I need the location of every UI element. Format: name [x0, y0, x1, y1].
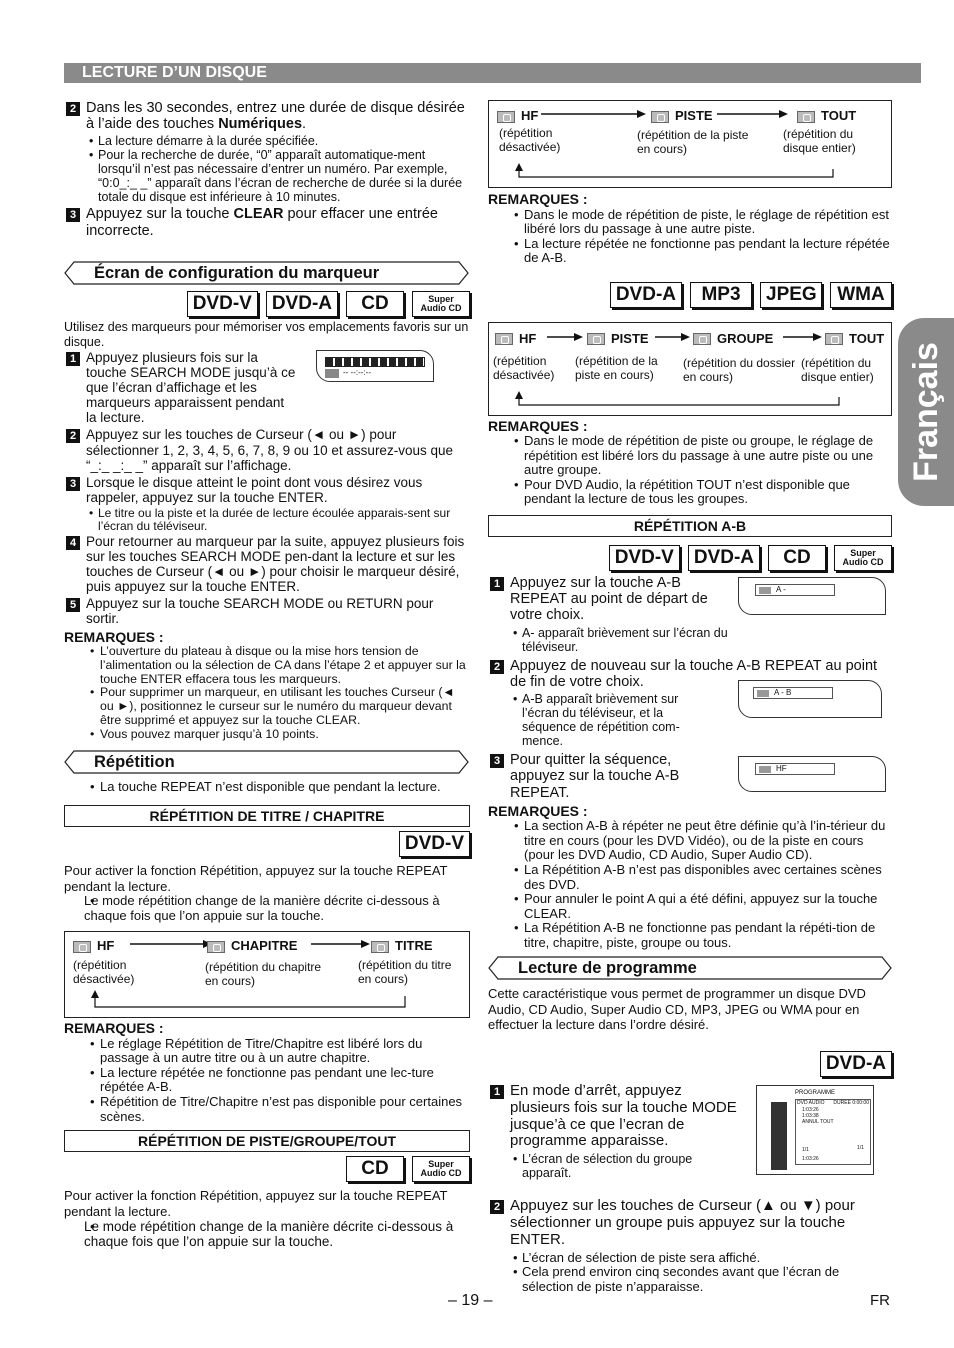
- repeat-icon: [825, 333, 843, 345]
- group-remark-1: • Dans le mode de répétition de piste ou groupe, le réglage de répétition est libéré lors du passage à une autre piste ou une autre groupe.: [488, 434, 892, 478]
- title-remarks-title: REMARQUES :: [64, 1020, 164, 1037]
- marker-disc-badges: [64, 291, 470, 317]
- track-remarks-title: REMARQUES :: [488, 191, 588, 207]
- track-repeat-intro: Pour activer la fonction Répétition, appuyez sur la touche REPEAT pendant la lecture.: [64, 1188, 448, 1219]
- flow-item-hf: HF: [73, 938, 114, 953]
- ab-step-3: 3 Pour quitter la séquence, appuyez sur la touche A-B REPEAT.: [488, 752, 728, 801]
- title-repeat-flow: [64, 931, 470, 1018]
- ab-disc-badges: [488, 545, 892, 571]
- ab-remark-2: • La Répétition A-B n’est pas disponibles avec certaines scènes des DVD.: [488, 863, 892, 892]
- flow-item-hf: HF: [497, 108, 538, 123]
- marker-remark-2: • Pour supprimer un marqueur, en utilisant les touches Curseur (◄ ou ►), positionnez le curseur sur le numéro du marqueur devant être supprimé et appuyez sur la touche CLEAR.: [64, 686, 470, 727]
- flow-desc-piste: (répétition de la piste en cours): [637, 128, 749, 156]
- repeat-icon: [587, 333, 605, 345]
- title-remark-2: • La lecture répétée ne fonctionne pas pendant une lec-ture répétée A-B.: [64, 1066, 470, 1095]
- program-step-1-note: • L’écran de sélection du groupe apparaît.: [488, 1152, 738, 1180]
- repeat-icon: [651, 111, 669, 123]
- flow-item-titre: TITRE: [371, 938, 433, 953]
- marker-remark-3: • Vous pouvez marquer jusqu’à 10 points.: [64, 728, 470, 742]
- group-disc-badges: [488, 282, 892, 308]
- title-repeat-intro: Pour activer la fonction Répétition, appuyez sur la touche REPEAT pendant la lecture.: [64, 862, 448, 894]
- badge-dvd-video: DVD-V: [187, 291, 258, 317]
- program-step-2-note-1: • L’écran de sélection de piste sera affiché.: [488, 1251, 892, 1266]
- badge-jpeg: JPEG: [760, 282, 822, 308]
- step-2-note-2: • Pour la recherche de durée, “0” apparaît automatique-ment lorsqu’il n’est pas nécessaire d’entrer un numéro. Par exemple, “0:0_:_ _” apparaît dans l’écran de recherche de durée si la durée totale du disque est inférieure à 10 minutes.: [64, 148, 470, 204]
- flow-item-piste: PISTE: [651, 108, 713, 123]
- repeat-icon: [371, 941, 389, 953]
- flow-item-tout: TOUT: [825, 331, 884, 346]
- flow-desc-titre: (répétition du titre en cours): [358, 958, 452, 987]
- ab-screen-hf: HF: [738, 756, 886, 792]
- flow-item-groupe: GROUPE: [693, 331, 773, 346]
- badge-super-audio-cd: Super Audio CD: [834, 545, 892, 571]
- marker-screen: -- --:--:--: [316, 350, 434, 382]
- title-repeat-badges: [64, 831, 470, 857]
- repeat-icon: [495, 333, 513, 345]
- badge-cd: CD: [346, 1156, 404, 1182]
- ab-remark-4: • La Répétition A-B ne fonctionne pas pendant la répéti-tion de titre, chapitre, piste, groupe ou tous.: [488, 921, 892, 950]
- step-3: 3 Appuyez sur la touche CLEAR pour effacer une entrée incorrecte.: [64, 206, 470, 238]
- ab-remark-1: • La section A-B à répéter ne peut être définie qu’à l’in-térieur du titre en cours (pour les DVD Vidéo), ou de la piste en cours (pour les DVD Audio, CD Audio, Super Audio CD).: [488, 819, 892, 863]
- repeat-note: • La touche REPEAT n’est disponible que pendant la lecture.: [64, 780, 470, 795]
- track-repeat-bullet: • Le mode répétition change de la manière décrite ci-dessous à chaque fois que l’on appuie sur la touche.: [64, 1219, 470, 1249]
- title-remark-1: • Le réglage Répétition de Titre/Chapitre est libéré lors du passage à un autre titre ou à un autre chapitre.: [64, 1037, 470, 1066]
- badge-dvd-audio: DVD-A: [610, 282, 682, 308]
- step-2-note-1: • La lecture démarre à la durée spécifiée.: [64, 134, 470, 148]
- flow-desc-chapitre: (répétition du chapitre en cours): [205, 960, 322, 989]
- language-tab-label: Français: [906, 342, 945, 482]
- marker-step-1: 1 Appuyez plusieurs fois sur la touche SEARCH MODE jusqu’à ce que l’écran d’affichage et les marqueurs apparaissent pendant la lecture.: [64, 350, 296, 426]
- program-section-title: Lecture de programme: [488, 956, 892, 980]
- badge-dvd-video: DVD-V: [609, 545, 680, 571]
- track-group-repeat-head: RÉPÉTITION DE PISTE/GROUPE/TOUT: [64, 1130, 470, 1152]
- group-remark-2: • Pour DVD Audio, la répétition TOUT n’est disponible que pendant la lecture de tous les groupes.: [488, 478, 892, 507]
- flow-desc-tout: (répétition du disque entier): [801, 355, 874, 384]
- ab-screen-ab: A - B: [738, 680, 882, 718]
- repeat-icon: [207, 941, 225, 953]
- flow-desc-hf: (répétition désactivée): [73, 958, 135, 987]
- badge-wma: WMA: [830, 282, 892, 308]
- remote-icon: [771, 1102, 787, 1170]
- ab-remark-3: • Pour annuler le point A qui a été défini, appuyez sur la touche CLEAR.: [488, 892, 892, 921]
- repeat-icon: [73, 941, 91, 953]
- flow-desc-hf: (répétition désactivée): [493, 353, 555, 382]
- right-column: [488, 100, 892, 1294]
- track-remark-1: • Dans le mode de répétition de piste, le réglage de répétition est libéré lors du passage à une autre piste.: [488, 208, 892, 237]
- flow-item-piste: PISTE: [587, 331, 649, 346]
- title-chapter-repeat-head: RÉPÉTITION DE TITRE / CHAPITRE: [64, 805, 470, 827]
- flow-desc-tout: (répétition du disque entier): [783, 127, 856, 155]
- marker-step-5: 5 Appuyez sur la touche SEARCH MODE ou RETURN pour sortir.: [64, 596, 470, 626]
- flow-desc-piste: (répétition de la piste en cours): [575, 353, 658, 382]
- language-tab: [898, 318, 954, 506]
- badge-dvd-audio: DVD-A: [820, 1051, 892, 1077]
- repeat-icon: [693, 333, 711, 345]
- flow-desc-hf: (répétition désactivée): [499, 126, 561, 154]
- marker-step-2: 2 Appuyez sur les touches de Curseur (◄ ou ►) pour sélectionner 1, 2, 3, 4, 5, 6, 7, 8, 9 ou 10 et assurez-vous que “_:_ _:_ _” apparaît sur l’affichage.: [64, 427, 470, 472]
- badge-super-audio-cd: Super Audio CD: [412, 291, 470, 317]
- flow-desc-groupe: (répétition du dossier en cours): [683, 355, 796, 384]
- flow-item-tout: TOUT: [797, 108, 856, 123]
- ab-step-2: 2 Appuyez de nouveau sur la touche A-B REPEAT au point de fin de votre choix.: [488, 658, 892, 690]
- program-intro: Cette caractéristique vous permet de programmer un disque DVD Audio, CD Audio, Super Audio CD, MP3, JPEG ou WMA pour en effectuer la lecture dans l’ordre désiré.: [488, 986, 866, 1033]
- program-step-2-note-2: • Cela prend environ cinq secondes avant que l’écran de sélection de piste n’apparaisse.: [488, 1265, 892, 1294]
- left-column: [64, 100, 470, 1249]
- group-remarks-title: REMARQUES :: [488, 417, 588, 434]
- ab-remarks-title: REMARQUES :: [488, 802, 588, 819]
- marker-step-4: 4 Pour retourner au marqueur par la suite, appuyez plusieurs fois sur les touches SEARCH MODE pen-dant la lecture et sur les touches de Curseur (◄ ou ►) pour choisir le marqueur désiré, puis appuyez sur la touche ENTER.: [64, 534, 470, 594]
- badge-dvd-video: DVD-V: [399, 831, 470, 857]
- repeat-section-title: Répétition: [64, 750, 469, 774]
- badge-mp3: MP3: [690, 282, 752, 308]
- ab-repeat-head: RÉPÉTITION A-B: [488, 515, 892, 537]
- marker-remark-1: • L’ouverture du plateau à disque ou la mise hors tension de l’alimentation ou la sélection de CA dans l’étape 2 et appuyer sur la touche ENTER effacera tous les marqueurs.: [64, 645, 470, 686]
- repeat-icon: [797, 111, 815, 123]
- badge-super-audio-cd: Super Audio CD: [412, 1156, 470, 1182]
- title-remark-3: • Répétition de Titre/Chapitre n’est pas disponible pour certaines scènes.: [64, 1095, 470, 1124]
- title-repeat-bullet: • Le mode répétition change de la manière décrite ci-dessous à chaque fois que l’on appuie sur la touche.: [64, 894, 470, 923]
- ab-step-1-note: • A- apparaît brièvement sur l’écran du téléviseur.: [488, 626, 738, 654]
- marker-remarks-title: REMARQUES :: [64, 628, 164, 645]
- marker-intro: Utilisez des marqueurs pour mémoriser vos emplacements favoris sur un disque.: [64, 319, 469, 349]
- program-step-2: 2 Appuyez sur les touches de Curseur (▲ ou ▼) pour sélectionner un groupe puis appuyez sur la touche ENTER.: [488, 1198, 892, 1248]
- group-repeat-flow: [488, 322, 892, 416]
- track-remark-2: • La lecture répétée ne fonctionne pas pendant la lecture répétée de A-B.: [488, 237, 892, 266]
- track-repeat-badges: [64, 1156, 470, 1182]
- repeat-icon: [497, 111, 515, 123]
- page-number: – 19 –: [448, 1292, 493, 1309]
- ab-screen-a: A -: [738, 577, 886, 615]
- marker-step-3-note: • Le titre ou la piste et la durée de lecture écoulée apparais-sent sur l’écran du téléviseur.: [64, 507, 470, 534]
- badge-dvd-audio: DVD-A: [688, 545, 760, 571]
- program-step-1: 1 En mode d’arrêt, appuyez plusieurs fois sur la touche MODE jusque’à ce que l’ecran de programme apparaisse.: [488, 1083, 738, 1150]
- step-2: 2 Dans les 30 secondes, entrez une durée de disque désirée à l’aide des touches Numériques.: [64, 100, 470, 132]
- marker-section-title: Écran de configuration du marqueur: [64, 261, 469, 285]
- flow-item-chapitre: CHAPITRE: [207, 938, 297, 953]
- program-disc-badges: [488, 1051, 892, 1077]
- ab-step-2-note: • A-B apparaît brièvement sur l’écran du téléviseur, et la séquence de répétition com-mence.: [488, 692, 718, 748]
- track-repeat-flow: [488, 100, 892, 188]
- badge-cd: CD: [346, 291, 404, 317]
- section-header: LECTURE D’UN DISQUE: [64, 63, 921, 83]
- program-screen: PROGRAMME DVD AUDIO DUREE 0:00:00 1:03:26 1:03:38 ANNUL TOUT 1/1 1/1 1:03:26: [756, 1085, 874, 1175]
- flow-item-hf: HF: [495, 331, 536, 346]
- badge-dvd-audio: DVD-A: [266, 291, 338, 317]
- badge-cd: CD: [768, 545, 826, 571]
- ab-step-1: 1 Appuyez sur la touche A-B REPEAT au point de départ de votre choix.: [488, 575, 728, 624]
- marker-step-3: 3 Lorsque le disque atteint le point dont vous désirez vous rappeler, appuyez sur la touche ENTER.: [64, 475, 470, 505]
- language-code: FR: [870, 1292, 890, 1309]
